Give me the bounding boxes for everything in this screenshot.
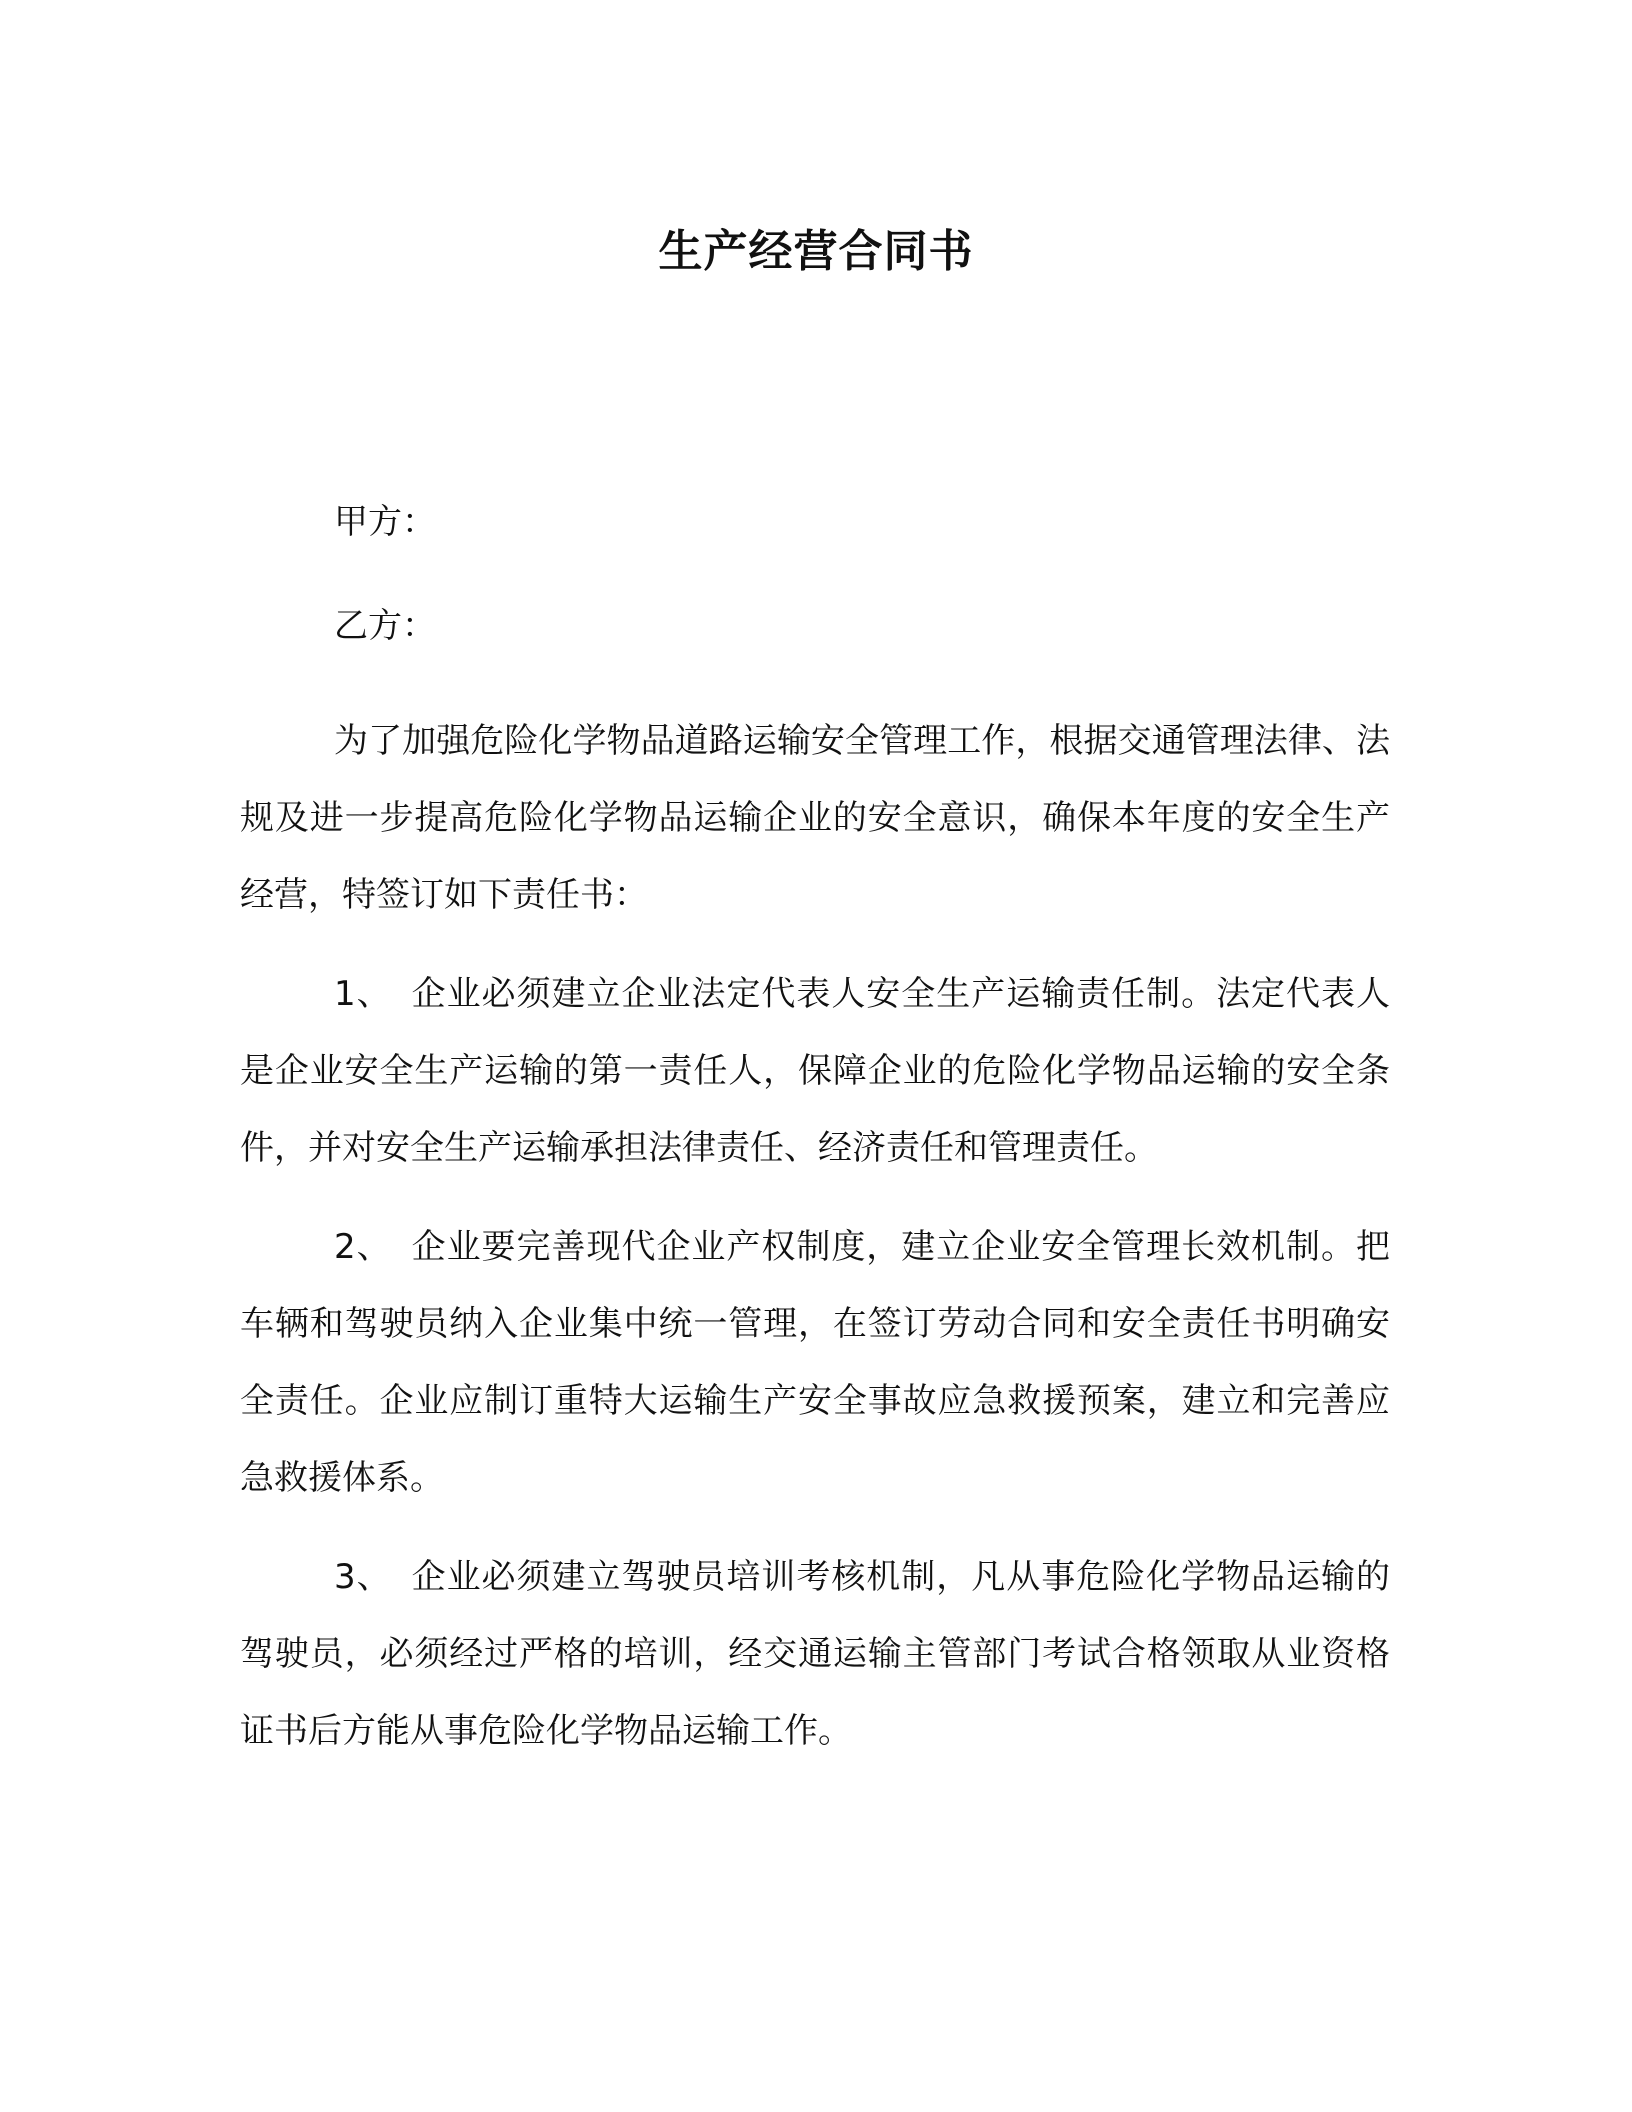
clause-number: 3、 xyxy=(334,1557,392,1597)
clause-text: 企业要完善现代企业产权制度，建立企业安全管理长效机制。把车辆和驾驶员纳入企业集中统一管理，在签订劳动合同和安全责任书明确安全责任。企业应制订重特大运输生产安全事故应急救援预案，建立和完善应急救援体系。 xyxy=(240,1227,1390,1498)
clause-number: 1、 xyxy=(334,974,392,1014)
document-title: 生产经营合同书 xyxy=(658,226,974,277)
document-body xyxy=(240,703,1390,1792)
clause-3 xyxy=(240,1539,1390,1770)
clause-text: 企业必须建立企业法定代表人安全生产运输责任制。法定代表人是企业安全生产运输的第一责任人，保障企业的危险化学物品运输的安全条件，并对安全生产运输承担法律责任、经济责任和管理责任。 xyxy=(240,974,1390,1168)
party-a-label: 甲方： xyxy=(334,502,436,542)
clause-1 xyxy=(240,956,1390,1187)
clause-number: 2、 xyxy=(334,1227,392,1267)
clause-2 xyxy=(240,1209,1390,1517)
clause-text: 企业必须建立驾驶员培训考核机制，凡从事危险化学物品运输的驾驶员，必须经过严格的培训，经交通运输主管部门考试合格领取从业资格证书后方能从事危险化学物品运输工作。 xyxy=(240,1557,1390,1751)
intro-paragraph: 为了加强危险化学物品道路运输安全管理工作，根据交通管理法律、法规及进一步提高危险化学物品运输企业的安全意识，确保本年度的安全生产经营，特签订如下责任书： xyxy=(240,721,1390,915)
party-b-label: 乙方： xyxy=(334,606,436,646)
